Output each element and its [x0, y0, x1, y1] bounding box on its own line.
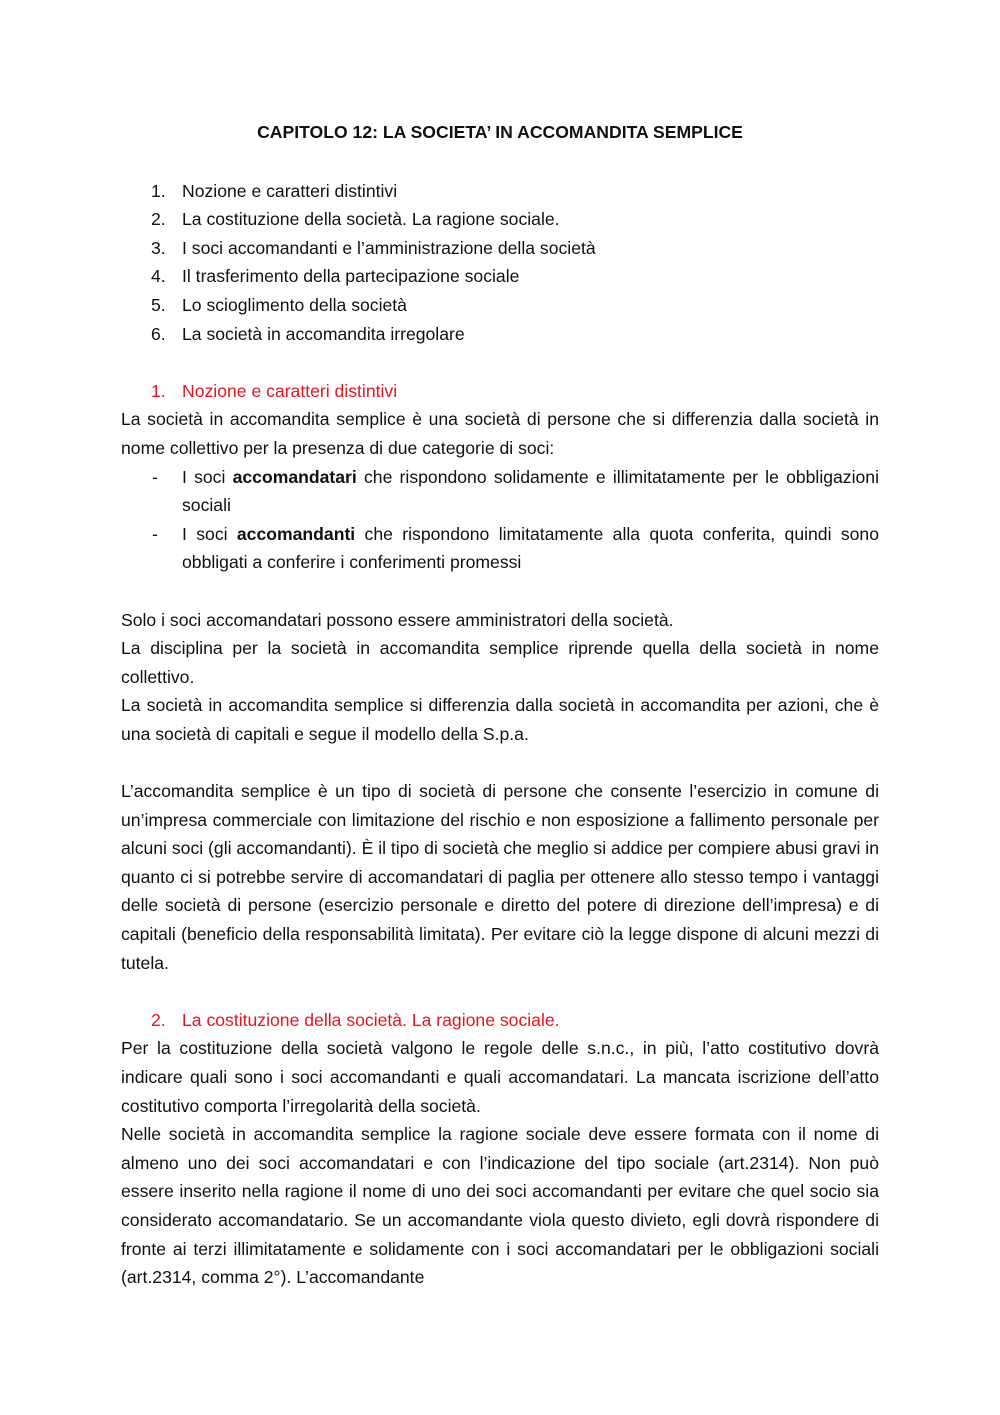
paragraph: Nelle società in accomandita semplice la ragione sociale deve essere formata con il nome di almeno uno dei soci accomandatari e con l’indicazione del tipo sociale (art.2314). Non può essere inserito nella ragione il nome di uno dei soci accomandanti per evitare che quel socio sia considerato accomandatario. Se un accomandante viola questo divieto, egli dovrà rispondere di fronte ai terzi illimitatamente e solidamente con i soci accomandatari per le obbligazioni sociali (art.2314, comma 2°). L’accomandante: [121, 1124, 879, 1288]
list-item: - I soci accomandanti che rispondono limitatamente alla quota conferita, quindi sono obbligati a conferire i conferimenti promessi: [152, 523, 879, 573]
toc-item: 4. Il trasferimento della partecipazione sociale: [151, 266, 520, 287]
paragraph: Per la costituzione della società valgono le regole delle s.n.c., in più, l’atto costitutivo dovrà indicare quali sono i soci accomandanti e quali accomandatari. La mancata iscrizione dell’atto costitutivo comporta l’irregolarità della società.: [121, 1038, 879, 1116]
paragraph: Solo i soci accomandatari possono essere amministratori della società.: [121, 609, 674, 630]
section-heading-1: 1. Nozione e caratteri distintivi: [151, 380, 398, 401]
paragraph: La società in accomandita semplice si differenzia dalla società in accomandita per azioni, che è una società di capitali e segue il modello della S.p.a.: [121, 695, 879, 744]
toc-item: 3. I soci accomandanti e l’amministrazione della società: [151, 237, 596, 258]
soci-list: [121, 463, 879, 577]
section-heading-2: 2. La costituzione della società. La ragione sociale.: [151, 1009, 560, 1030]
list-item: - I soci accomandatari che rispondono solidamente e illimitatamente per le obbligazioni sociali: [152, 466, 879, 516]
toc-item: 2. La costituzione della società. La ragione sociale.: [151, 209, 560, 230]
section1-intro: La società in accomandita semplice è una società di persone che si differenzia dalla società in nome collettivo per la presenza di due categorie di soci:: [121, 409, 879, 458]
toc-item: 1. Nozione e caratteri distintivi: [151, 180, 398, 201]
table-of-contents: [121, 177, 879, 349]
toc-item: 5. Lo scioglimento della società: [151, 294, 407, 315]
chapter-title: CAPITOLO 12: LA SOCIETA’ IN ACCOMANDITA SEMPLICE: [257, 122, 743, 142]
document-page: [121, 118, 879, 1292]
paragraph: L’accomandita semplice è un tipo di società di persone che consente l’esercizio in comune di un’impresa commerciale con limitazione del rischio e non esposizione a fallimento personale per alcuni soci (gli accomandanti). È il tipo di società che meglio si addice per compiere abusi gravi in quanto ci si potrebbe servire di accomandatari di paglia per ottenere allo stesso tempo i vantaggi delle società di persone (esercizio personale e diretto del potere di direzione dell’impresa) e di capitali (beneficio della responsabilità limitata). Per evitare ciò la legge dispone di alcuni mezzi di tutela.: [121, 781, 879, 973]
toc-item: 6. La società in accomandita irregolare: [151, 323, 465, 344]
paragraph: La disciplina per la società in accomandita semplice riprende quella della società in nome collettivo.: [121, 638, 879, 687]
